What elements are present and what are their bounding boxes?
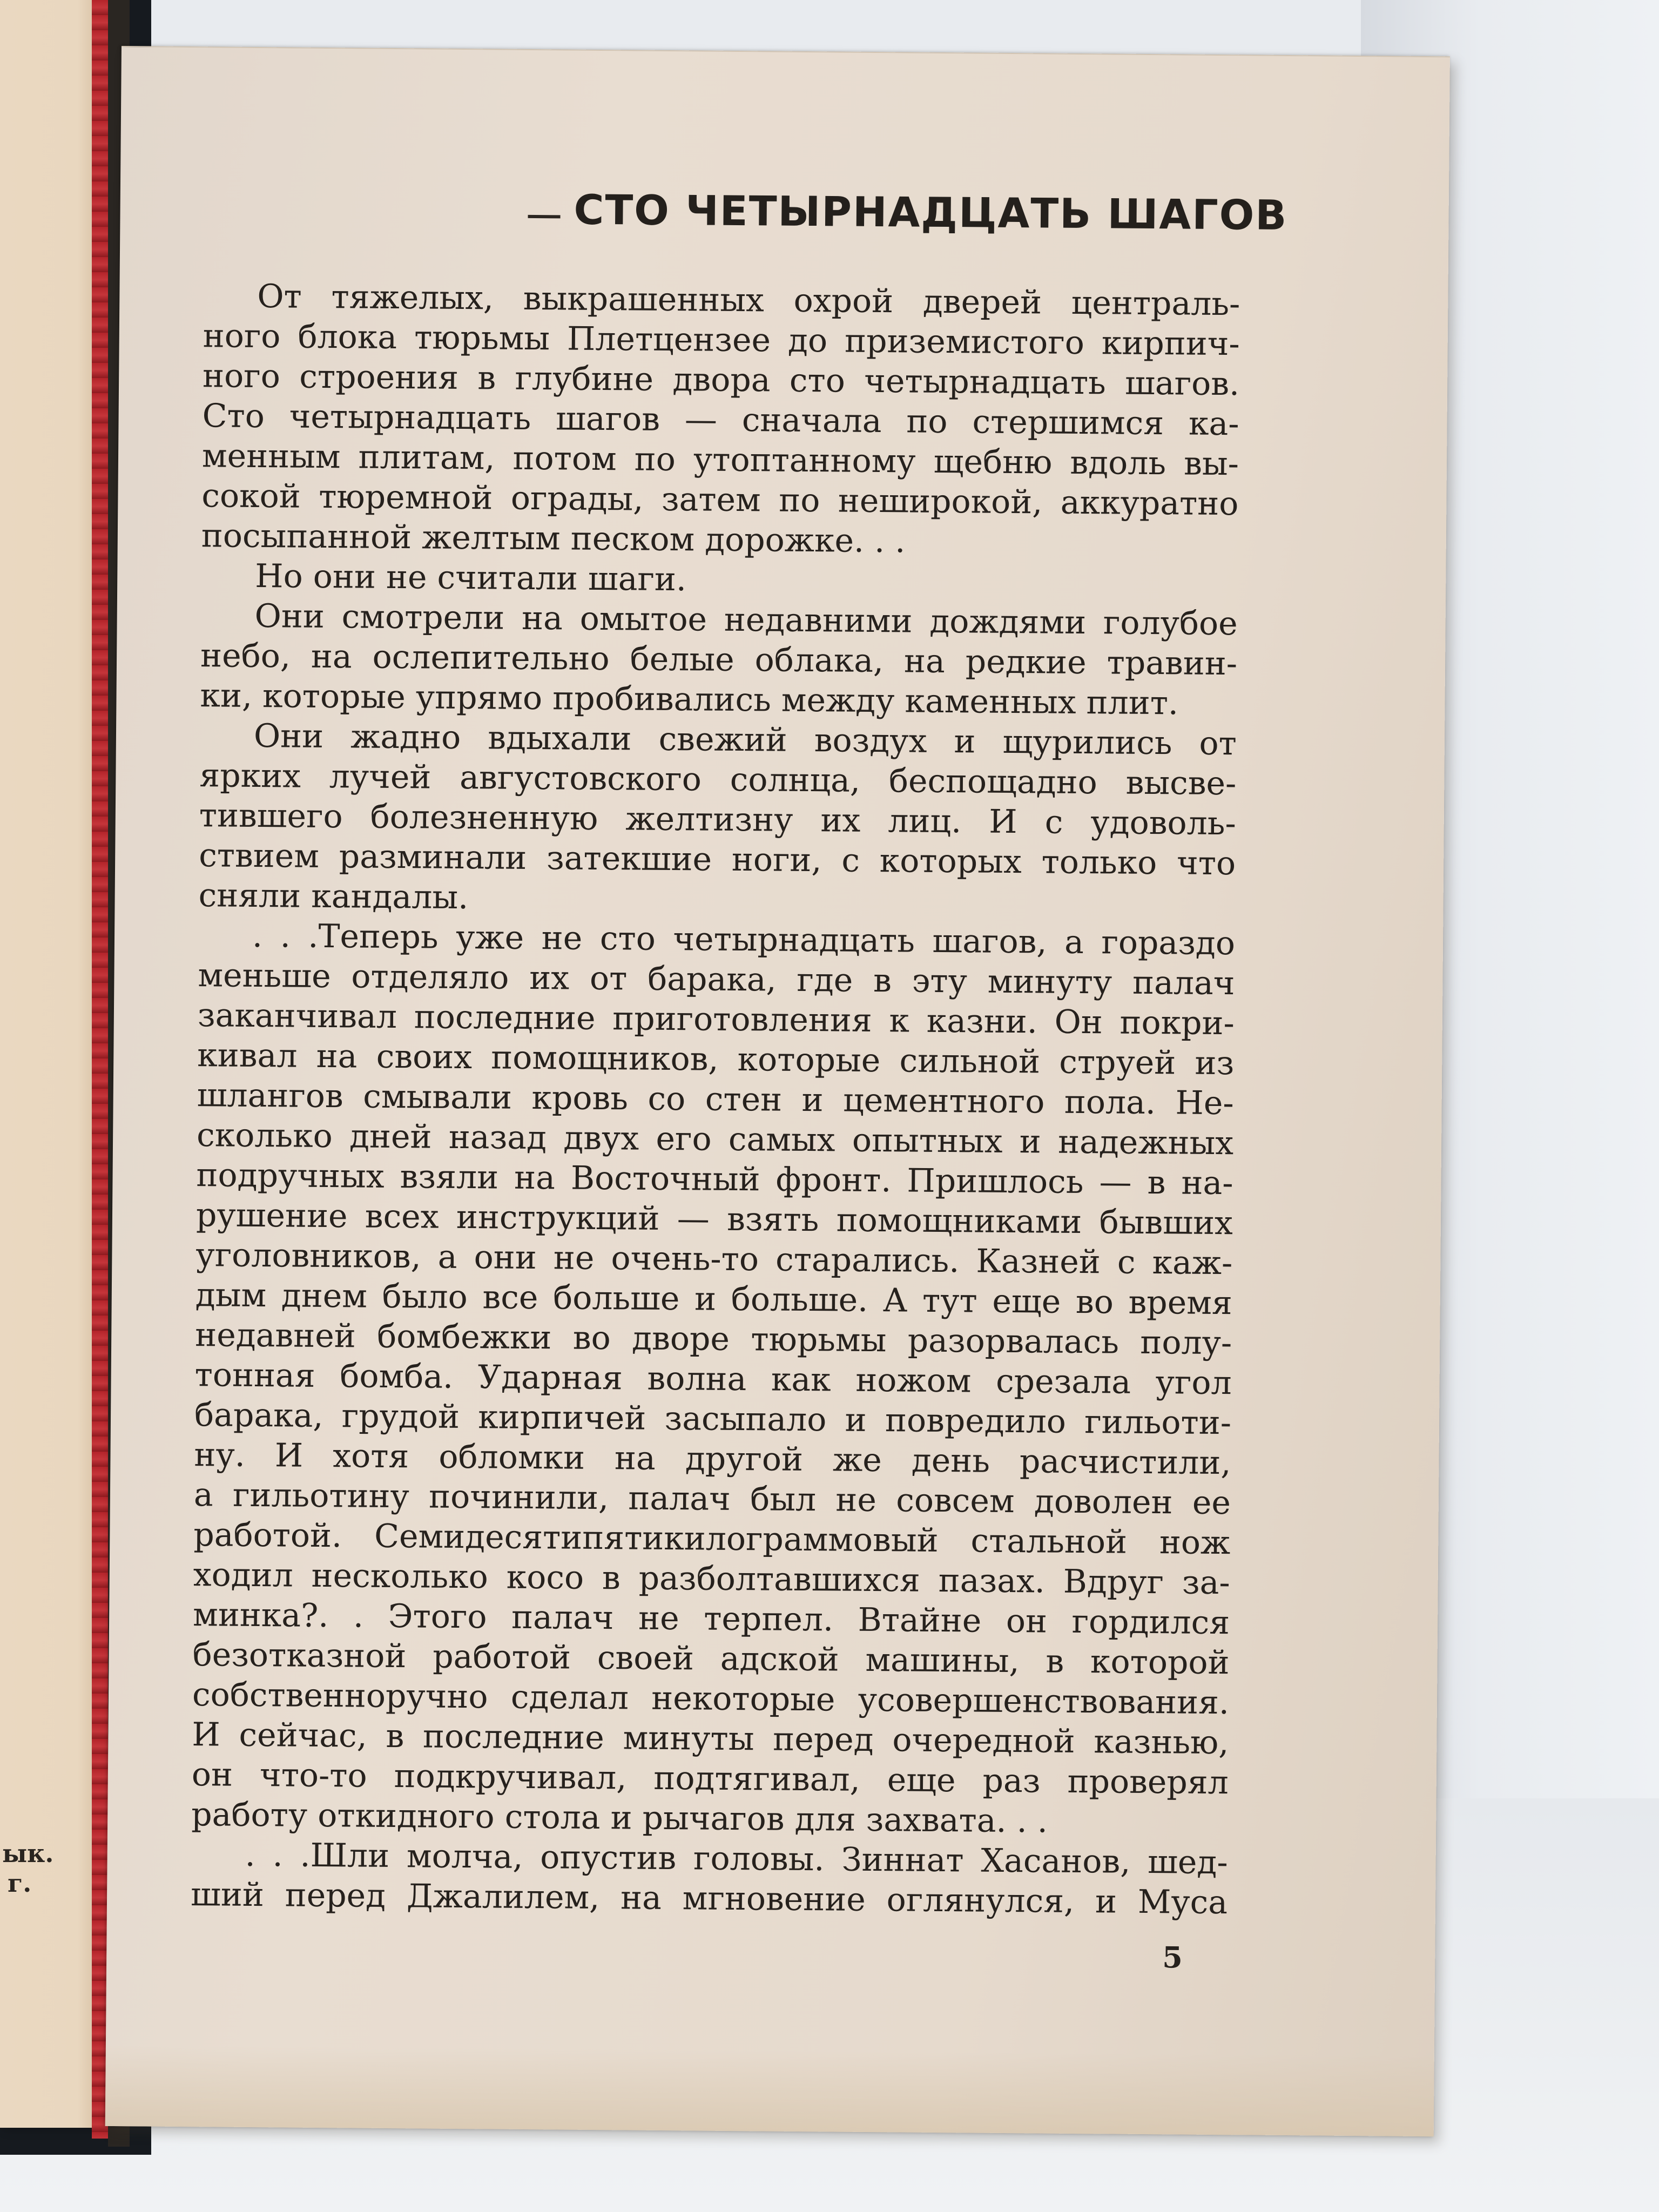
text-line: ший перед Джалилем, на мгновение оглянулся, и Муса [190, 1876, 1228, 1922]
page-worn-edge [105, 2045, 1434, 2136]
text-line: собственноручно сделал некоторые усовершенствования. [192, 1676, 1230, 1722]
text-line: кивал на своих помощников, которые сильной струей из [197, 1036, 1235, 1083]
text-line: Сто четырнадцать шагов — сначала по стершимся ка- [202, 397, 1239, 443]
text-line: Но они не считали шаги. [255, 557, 687, 599]
title-dash-mark [528, 215, 561, 218]
text-line: уголовников, а они не очень-то старались. Казней с каж- [195, 1236, 1233, 1283]
text-line: рушение всех инструкций — взять помощниками бывших [195, 1196, 1233, 1243]
book-page [105, 46, 1450, 2136]
text-line: небо, на ослепительно белые облака, на редкие травин- [200, 637, 1238, 683]
text-line: ярких лучей августовского солнца, беспощадно высве- [199, 757, 1237, 803]
text-line: тившего болезненную желтизну их лиц. И с удоволь- [199, 797, 1237, 843]
text-line: ного блока тюрьмы Плетцензее до приземистого кирпич- [203, 317, 1240, 363]
text-line: Они смотрели на омытое недавними дождями голубое [254, 597, 1238, 643]
text-line: сколько дней назад двух его самых опытных и надежных [196, 1116, 1234, 1163]
text-line: тонная бомба. Ударная волна как ножом срезала угол [194, 1356, 1232, 1402]
text-line: ну. И хотя обломки на другой же день расчистили, [194, 1436, 1231, 1482]
text-line: заканчивал последние приготовления к казни. Он покри- [197, 996, 1235, 1043]
text-line: дым днем было все больше и больше. А тут еще во время [195, 1276, 1233, 1323]
left-page [0, 0, 99, 2128]
text-line: менным плитам, потом по утоптанному щебню вдоль вы- [201, 437, 1239, 483]
text-line: И сейчас, в последние минуты перед очередной казнью, [192, 1716, 1229, 1762]
left-page-fragment: г. [8, 1869, 32, 1898]
text-line: ствием разминали затекшие ноги, с которых только что [198, 837, 1236, 883]
text-line: шлангов смывали кровь со стен и цементного пола. Не- [197, 1076, 1234, 1123]
text-line: барака, грудой кирпичей засыпало и повредило гильоти- [194, 1396, 1232, 1442]
text-line: работу откидного стола и рычагов для захвата. . . [191, 1796, 1048, 1840]
text-line: минка?. . Этого палач не терпел. Втайне он гордился [192, 1596, 1230, 1642]
left-page-fragment: ык. [2, 1839, 54, 1868]
chapter-title: СТО ЧЕТЫРНАДЦАТЬ ШАГОВ [574, 185, 1288, 239]
text-line: ного строения в глубине двора сто четырнадцать шагов. [202, 357, 1240, 403]
text-line: подручных взяли на Восточный фронт. Пришлось — в на- [196, 1156, 1233, 1203]
text-line: недавней бомбежки во дворе тюрьмы разорвалась полу- [194, 1316, 1232, 1363]
page-number: 5 [1162, 1940, 1183, 1975]
text-line: сняли кандалы. [198, 876, 469, 917]
text-line: меньше отделяло их от барака, где в эту минуту палач [198, 956, 1235, 1003]
text-line: он что-то подкручивал, подтягивал, еще раз проверял [191, 1756, 1229, 1802]
text-line: работой. Семидесятипятикилограммовый стальной нож [193, 1516, 1231, 1562]
text-line: а гильотину починили, палач был не совсем доволен ее [193, 1476, 1231, 1522]
text-line: сокой тюремной ограды, затем по неширокой, аккуратно [201, 477, 1239, 523]
text-line: безотказной работой своей адской машины, в которой [192, 1636, 1230, 1682]
text-line: Они жадно вдыхали свежий воздух и щурились от [253, 717, 1237, 763]
text-line: ходил несколько косо в разболтавшихся пазах. Вдруг за- [193, 1556, 1230, 1602]
text-line: От тяжелых, выкрашенных охрой дверей централь- [257, 277, 1240, 323]
text-line: посыпанной желтым песком дорожке. . . [201, 517, 906, 561]
text-line: . . .Шли молча, опустив головы. Зиннат Хасанов, шед- [245, 1836, 1228, 1882]
text-line: . . .Теперь уже не сто четырнадцать шагов, а гораздо [252, 916, 1236, 963]
text-line: ки, которые упрямо пробивались между каменных плит. [200, 677, 1179, 723]
